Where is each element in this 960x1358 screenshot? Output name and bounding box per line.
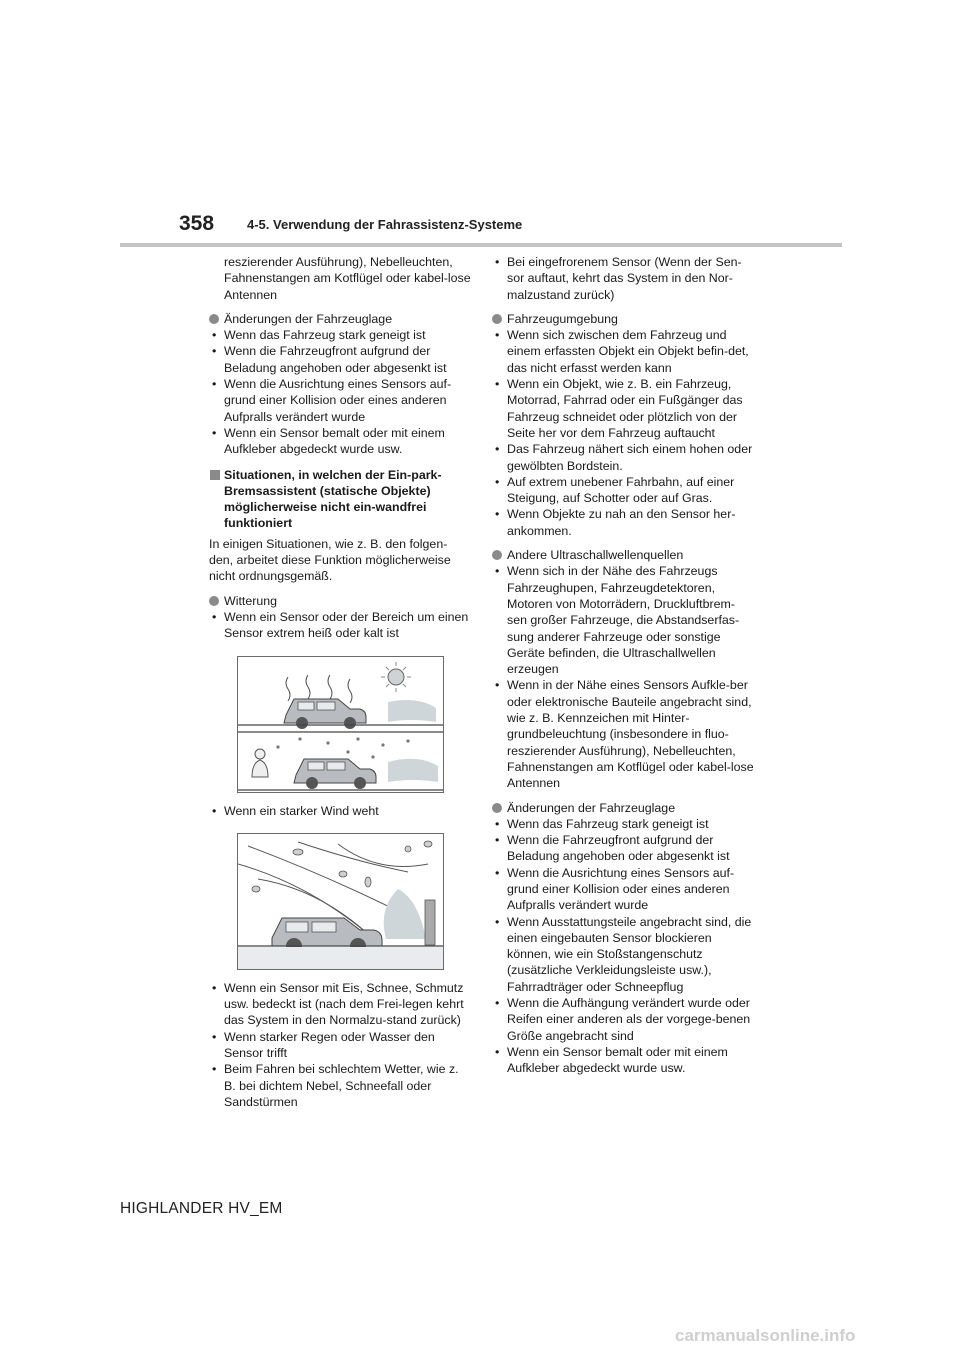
snowflake-icons [276,737,409,758]
group-heading-vehicle-position: Änderungen der Fahrzeuglage [209,311,471,327]
footer-model-name: HIGHLANDER HV_EM [120,1200,283,1217]
intro-text: In einigen Situationen, wie z. B. den folgen-den, arbeitet diese Funktion möglicherweise nicht ordnungsgemäß. [209,536,451,584]
list-item: • Wenn sich zwischen dem Fahrzeug und einem erfassten Objekt ein Objekt befin-det, das nicht erfasst werden kann [495,328,749,375]
illustration-heat-cold [237,656,444,793]
list-item: • Wenn Ausstattungsteile angebracht sind, die einen eingebauten Sensor blockieren können, wie ein Stoßstangenschutz (zusätzliche Verkleidungsleiste usw.), Fahrradträger oder Schneepflug [495,914,752,994]
group-heading-surroundings: Fahrzeugumgebung [492,311,754,327]
list-item: • Wenn ein Sensor bemalt oder mit einem Aufkleber abgedeckt wurde usw. [212,425,445,457]
section-heading: Situationen, in welchen der Ein-park-Bremsassistent (statische Objekte) möglicherweise nicht ein-wandfrei funktioniert [209,467,471,532]
list-item: • Wenn die Aufhängung verändert wurde oder Reifen einer anderen als der vorgege-benen Größe angebracht sind [495,996,751,1043]
page-number: 358 [179,212,215,235]
illustration-strong-wind [237,833,444,970]
bullet-dot-icon [209,596,219,606]
list-item: • Wenn sich in der Nähe des Fahrzeugs Fahrzeughupen, Fahrzeugdetektoren, Motoren von Motorrädern, Druckluftbrem-sen großer Fahrzeuge, die Abstandserfas-sung anderer Fahrzeuge oder sonstige Geräte befinden, die Ultraschallwellen erzeugen [495,564,740,677]
list-item: • Wenn die Fahrzeugfront aufgrund der Beladung angehoben oder abgesenkt ist [212,344,447,375]
list-item: • Wenn die Ausrichtung eines Sensors auf-grund einer Kollision oder eines anderen Aufpralls verändert wurde [212,377,452,424]
list-item: • Bei eingefrorenem Sensor (Wenn der Sen-sor auftaut, kehrt das System in den Nor-malzustand zurück) [495,255,742,302]
bullet-dot-icon [492,803,502,813]
list-item: • Wenn die Fahrzeugfront aufgrund der Beladung angehoben oder abgesenkt ist [495,833,730,864]
watermark: carmanualsonline.info [675,1326,856,1345]
list-item: • Wenn die Ausrichtung eines Sensors auf-grund einer Kollision oder eines anderen Aufpralls verändert wurde [495,865,735,913]
group-heading-ultrasonic-sources: Andere Ultraschallwellenquellen [492,547,754,563]
bullet-dot-icon [492,314,502,324]
list-item: • Auf extrem unebener Fahrbahn, auf einer Steigung, auf Schotter oder auf Gras. [495,474,735,506]
list-item: • Wenn starker Regen oder Wasser den Sensor trifft [212,1029,435,1061]
sun-icon [381,662,411,692]
square-bullet-icon [210,470,220,480]
list-item: • Wenn ein Sensor oder der Bereich um einen Sensor extrem heiß oder kalt ist [212,609,469,641]
car-icon [294,759,376,789]
list-item: • Wenn ein Sensor bemalt oder mit einem Aufkleber abgedeckt wurde usw. [495,1044,728,1076]
group-heading-weather: Witterung [209,593,471,609]
list-item: • Wenn in der Nähe eines Sensors Aufkle-ber oder elektronische Bauteile angebracht sind, wie z. B. Kennzeichen mit Hinter-grundbeleuchtung (insbesondere in fluo-reszierender Ausführung), Nebelleuchten, Fahnenstangen am Kotflügel oder kabel-lose Antennen [495,678,754,791]
group-heading-vehicle-position: Änderungen der Fahrzeuglage [492,800,754,816]
list-item: • Beim Fahren bei schlechtem Wetter, wie z. B. bei dichtem Nebel, Schneefall oder Sandstürmen [212,1062,459,1109]
left-column [209,254,471,1110]
list-item: • Das Fahrzeug nähert sich einem hohen oder gewölbten Bordstein. [495,442,753,473]
list-item: • Wenn das Fahrzeug stark geneigt ist [495,816,709,831]
list-item: • Wenn ein Sensor mit Eis, Schnee, Schmutz usw. bedeckt ist (nach dem Frei-legen kehrt das System in den Normalzu-stand zurück) [212,980,464,1028]
list-item: • Wenn ein starker Wind weht [212,803,379,818]
right-column [492,254,754,1077]
continuation-text: reszierender Ausführung), Nebelleuchten, Fahnenstangen am Kotflügel oder kabel-lose Antennen [224,255,471,302]
list-item: • Wenn das Fahrzeug stark geneigt ist [212,328,426,343]
bullet-dot-icon [209,314,219,324]
header-rule [120,243,842,247]
section-title: 4-5. Verwendung der Fahrassistenz-Systeme [247,217,523,232]
list-item: • Wenn Objekte zu nah an den Sensor her-ankommen. [495,507,736,538]
person-icon [252,749,268,777]
list-item: • Wenn ein Objekt, wie z. B. ein Fahrzeug, Motorrad, Fahrrad oder ein Fußgänger das Fahrzeug schneidet oder plötzlich von der Seite her vor dem Fahrzeug auftaucht [495,377,743,440]
bullet-dot-icon [492,550,502,560]
